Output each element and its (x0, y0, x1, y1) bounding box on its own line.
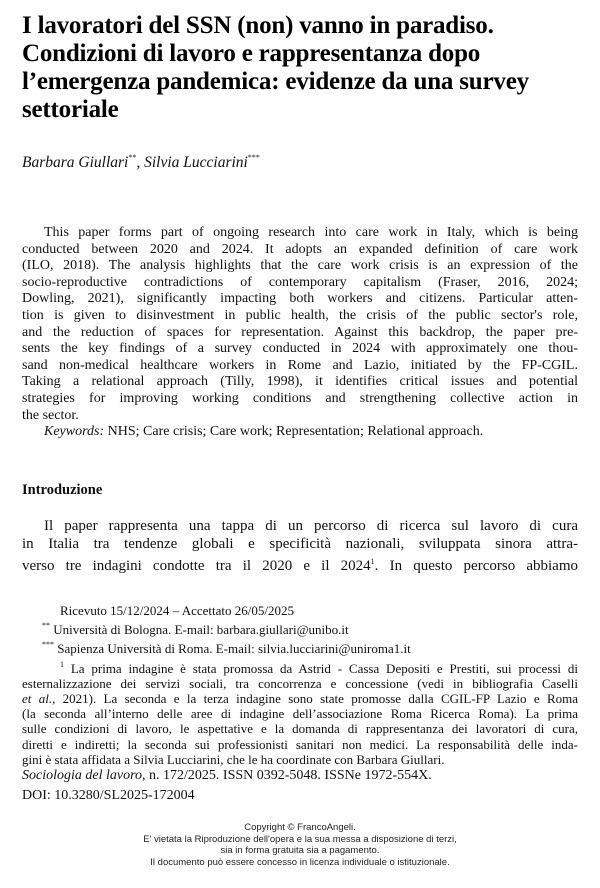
abstract-line: Taking a relational approach (Tilly, 1998), it identifies critical issues and potential (22, 374, 578, 390)
journal-details: , n. 172/2025. ISSN 0392-5048. ISSNe 1972-554X. (142, 768, 432, 784)
author-affiliation-mark: *** (247, 153, 260, 162)
title-line: I lavoratori del SSN (non) vanno in paradiso. (22, 12, 494, 39)
intro-line: in Italia tra tendenze globali e specificità nazionali, sviluppata sinora attra- (22, 535, 578, 552)
abstract-line: tion is given to disinvestment in public health, the crisis of the public sector's role, (22, 307, 578, 323)
keywords (22, 424, 578, 441)
footnotes (22, 603, 578, 804)
abstract-line: (ILO, 2018). The analysis highlights that the care work crisis is an expression of the (22, 258, 578, 274)
abstract (22, 225, 578, 441)
abstract-line: This paper forms part of ongoing research into care work in Italy, which is being (44, 225, 578, 240)
affiliation-mark: *** (42, 640, 54, 650)
abstract-line: sents the key findings of a survey conducted in 2024 with approximately one thou- (22, 341, 578, 357)
copyright-line: Copyright © FrancoAngeli. (244, 822, 356, 833)
author-list (22, 148, 260, 173)
section-heading: Introduzione (22, 482, 103, 498)
footnote-line: gini è stata affidata a Silvia Lucciarini, che le ha coordinate con Barbara Giullari. (22, 751, 445, 767)
keywords-text: NHS; Care crisis; Care work; Representation; Relational approach. (104, 424, 484, 440)
author-name: Silvia Lucciarini (144, 154, 248, 171)
footnote-line (22, 657, 578, 676)
footnote-text: La prima indagine è stata promossa da Astrid - Cassa Depositi e Prestiti, sui processi di (64, 660, 578, 676)
abstract-line: strategies for improving working conditions and strengthening collective action in (22, 390, 578, 406)
title-line: l’emergenza pandemica: evidenze da una survey (22, 68, 529, 95)
intro-line: Il paper rappresenta una tappa di un percorso di ricerca sul lavoro di cura (44, 518, 578, 534)
author-name: Barbara Giullari (22, 154, 129, 171)
affiliation-2 (22, 637, 578, 656)
intro-line-text: verso tre indagini condotte tra il 2020 e il 2024 (22, 558, 371, 574)
keywords-label: Keywords: (44, 424, 105, 440)
affiliation-mark: ** (42, 621, 50, 631)
footnote-text: , 2021). La seconda e la terza indagine sono state promosse dalla CGIL-FP Lazio e Roma (52, 691, 578, 707)
copyright-line: E' vietata la Riproduzione dell'opera e la sua messa a disposizione di terzi, (143, 833, 457, 845)
abstract-line: the sector. (22, 407, 79, 423)
copyright-line: Il documento può essere concesso in licenza individuale o istituzionale. (150, 856, 450, 868)
footnote-line: esternalizzazione dei servizi sociali, tra concorrenza e concessione (vedi in bibliografia Caselli (22, 675, 578, 691)
doi[interactable]: DOI: 10.3280/SL2025-172004 (22, 788, 195, 804)
abstract-line: socio-reproductive contradictions of contemporary capitalism (Fraser, 2016, 2024; (22, 274, 578, 290)
footnote-line: (la seconda all’interno delle aree di indagine dell’associazione Roma Ricerca Roma). La prima (22, 706, 578, 722)
received-accepted: Ricevuto 15/12/2024 – Accettato 26/05/2025 (60, 603, 294, 618)
journal-citation (22, 767, 578, 804)
title-line: settoriale (22, 96, 119, 123)
abstract-line: Dowling, 2021), significantly impacting both workers and citizens. Particular atten- (22, 291, 578, 307)
title-line: Condizioni di lavoro e rappresentanza dopo (22, 40, 481, 67)
footnote-line (22, 691, 578, 706)
copyright-notice (0, 822, 600, 868)
paper-title (22, 12, 582, 124)
affiliation-text: Università di Bologna. E-mail: barbara.giullari@unibo.it (50, 622, 349, 638)
abstract-line: and the reduction of spaces for representation. Against this backdrop, the paper pre- (22, 324, 578, 340)
affiliation-1 (22, 618, 578, 637)
footnote-line: sulle condizioni di lavoro, le aspettative e la domanda di rappresentanza dei lavoratori di cura, (22, 721, 578, 737)
author-separator: , (136, 154, 145, 171)
abstract-line: conducted between 2020 and 2024. It adopts an expanded definition of care work (22, 241, 578, 257)
footnote-mark: 1 (60, 659, 64, 669)
footnote-line: diretti e indiretti; la seconda sui professionisti sanitari non medici. La responsabilità delle inda- (22, 736, 578, 752)
abstract-line: sand non-medical healthcare workers in Rome and Lazio, initiated by the FP-CGIL. (22, 357, 578, 373)
footnote-etal: et al. (22, 691, 53, 707)
affiliation-text: Sapienza Università di Roma. E-mail: silvia.lucciarini@uniroma1.it (54, 641, 411, 657)
intro-line (22, 553, 578, 576)
author-affiliation-mark: ** (128, 153, 137, 162)
intro-line-tail: . In questo percorso abbiamo (374, 558, 578, 574)
copyright-line: sia in forma gratuita sia a pagamento. (220, 845, 380, 856)
journal-line (22, 767, 578, 784)
footnote-ref[interactable]: 1 (370, 557, 375, 566)
journal-name: Sociologia del lavoro (22, 768, 143, 784)
intro-paragraph (22, 518, 578, 576)
